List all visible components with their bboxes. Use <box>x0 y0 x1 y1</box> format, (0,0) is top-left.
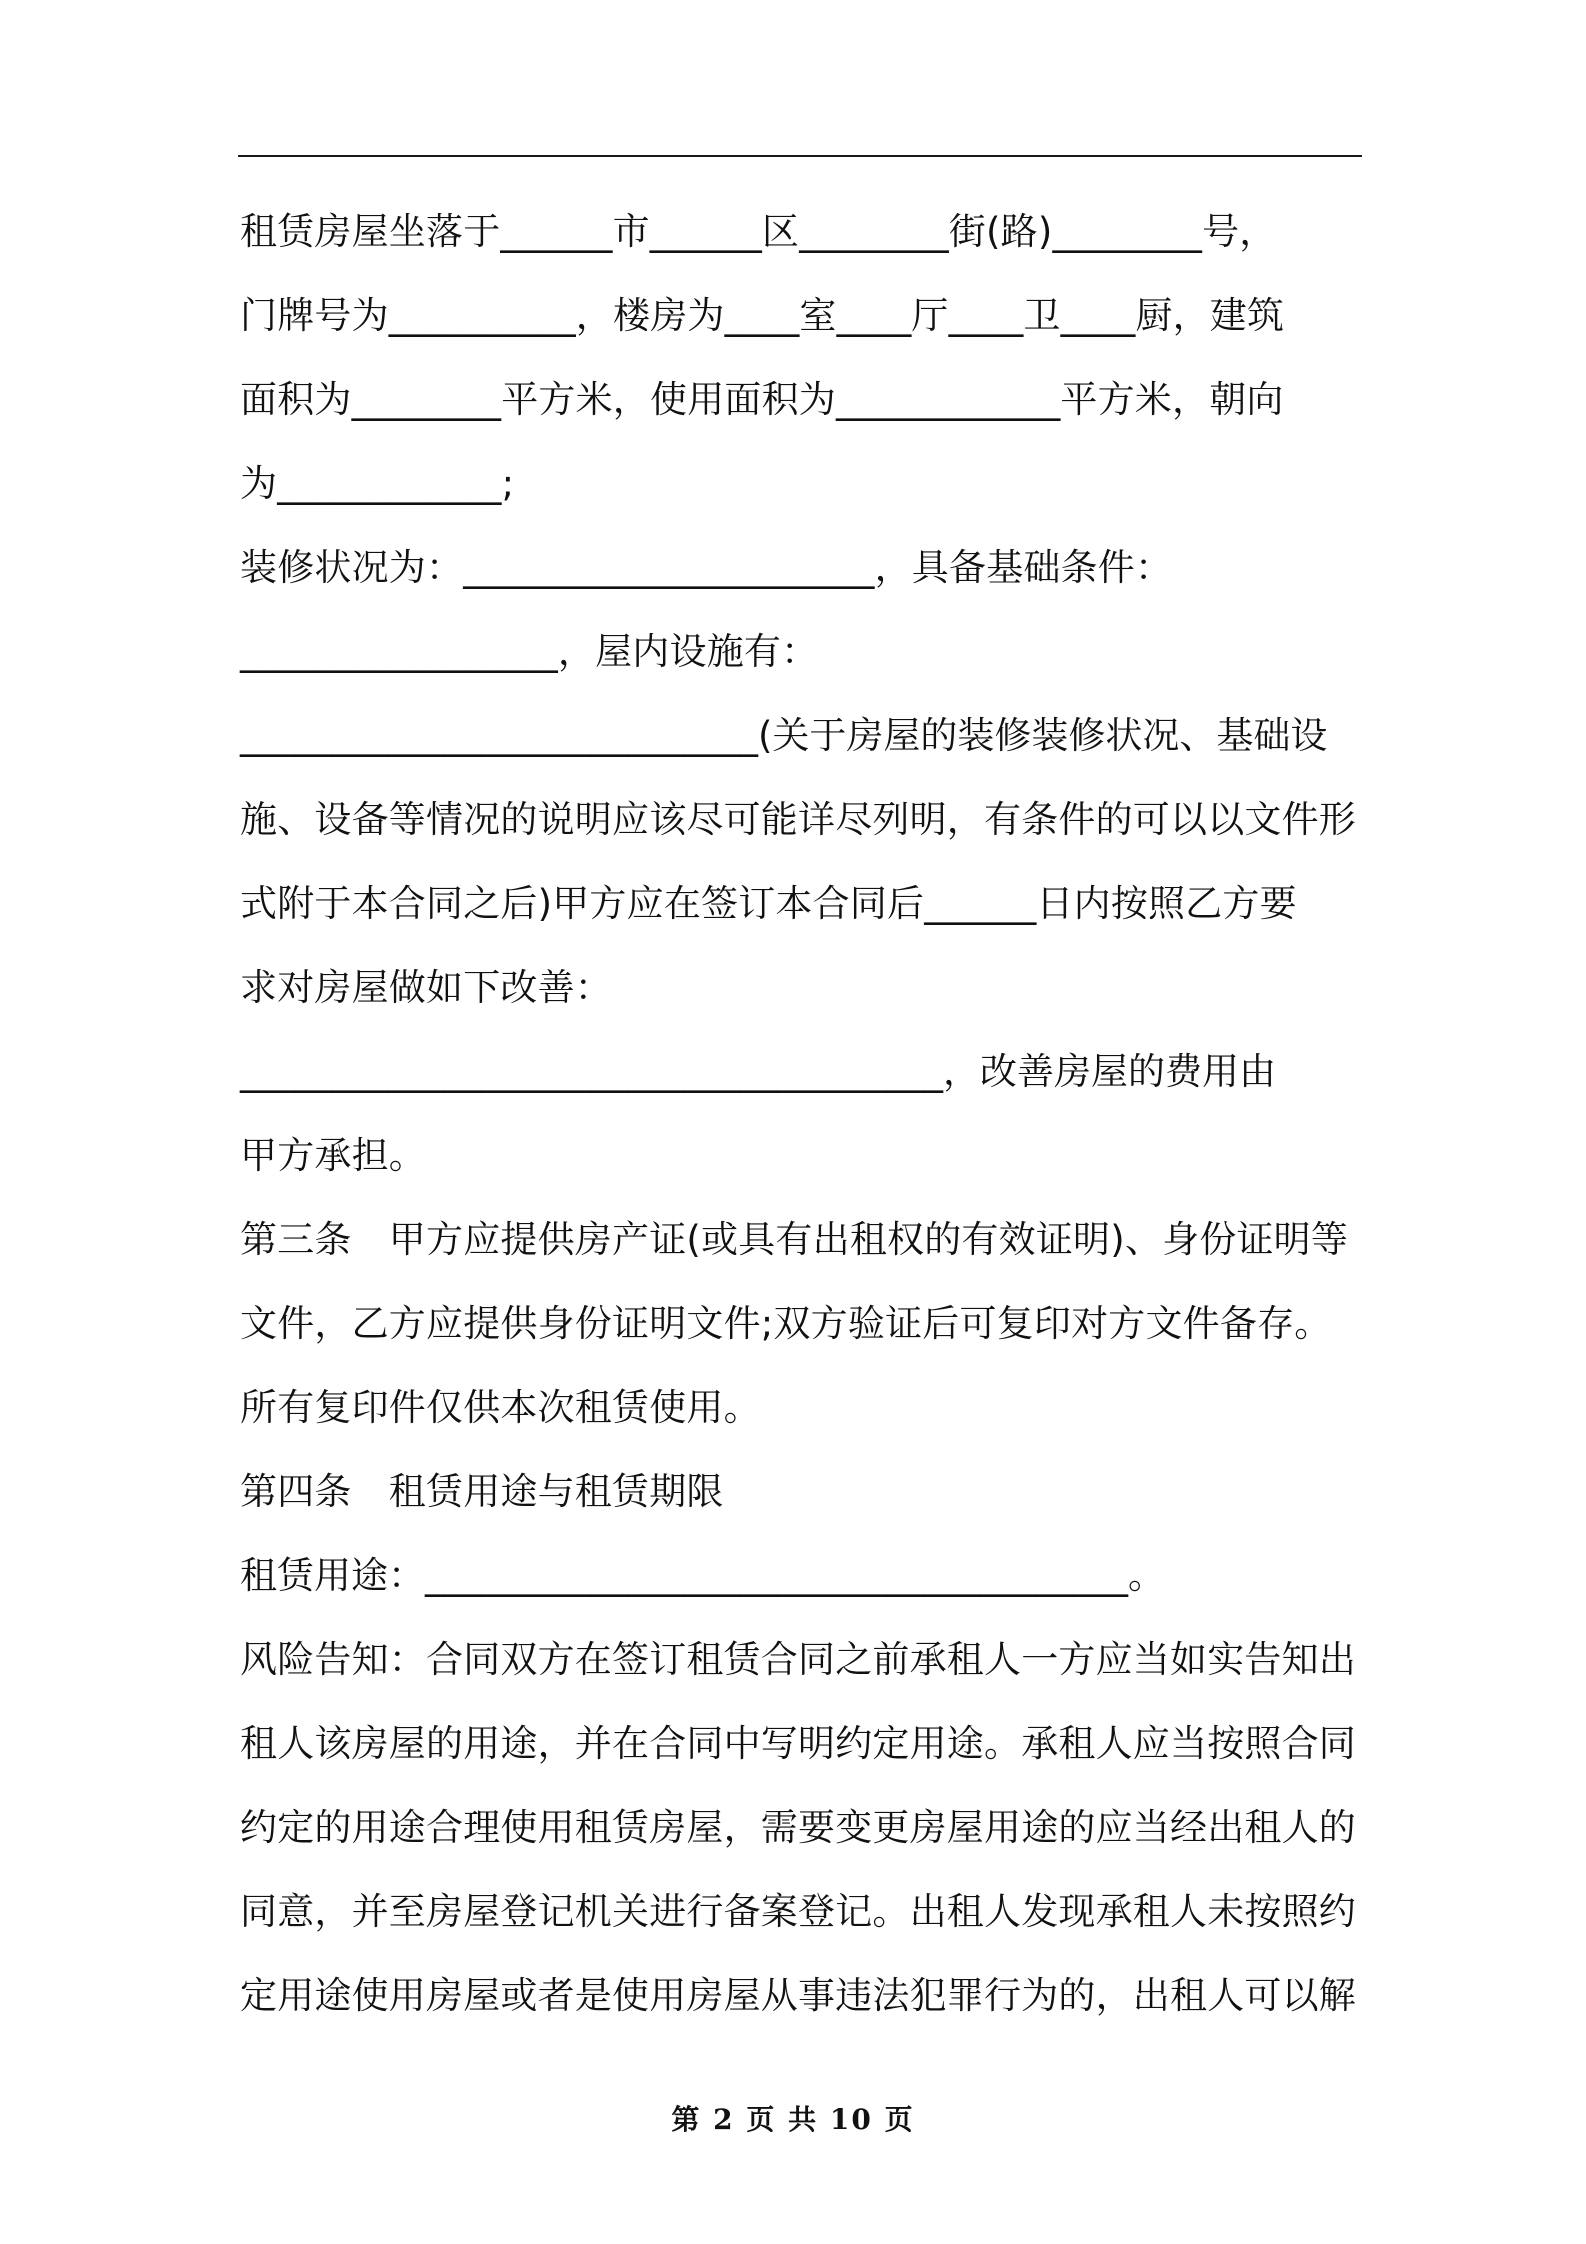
text-line: _________________，屋内设施有： <box>240 630 819 673</box>
text-line: 租人该房屋的用途，并在合同中写明约定用途。承租人应当按照合同 <box>240 1722 1356 1765</box>
header-rule <box>238 155 1362 157</box>
page-number-footer: 第 2 页 共 10 页 <box>671 2103 915 2136</box>
text-line: 式附于本合同之后)甲方应在签订本合同后______日内按照乙方要 <box>240 882 1297 925</box>
text-line: 面积为________平方米，使用面积为____________平方米，朝向 <box>240 378 1284 421</box>
text-line: 门牌号为__________，楼房为____室____厅____卫____厨，建筑 <box>240 294 1285 337</box>
text-line: 租赁用途：______________________________________。 <box>240 1554 1165 1597</box>
text-line: 为____________; <box>240 462 515 505</box>
text-line: 求对房屋做如下改善： <box>240 966 612 1009</box>
text-line: ______________________________________，改善房屋的费用由 <box>240 1050 1276 1093</box>
text-line: 文件，乙方应提供身份证明文件;双方验证后可复印对方文件备存。 <box>240 1302 1332 1345</box>
text-line: 定用途使用房屋或者是使用房屋从事违法犯罪行为的，出租人可以解 <box>240 1974 1356 2017</box>
risk-notice-line: 风险告知：合同双方在签订租赁合同之前承租人一方应当如实告知出 <box>240 1638 1356 1681</box>
text-line: 约定的用途合理使用租赁房屋，需要变更房屋用途的应当经出租人的 <box>240 1806 1356 1849</box>
article-three-line: 第三条 甲方应提供房产证(或具有出租权的有效证明)、身份证明等 <box>240 1218 1349 1261</box>
text-line: 装修状况为：______________________，具备基础条件： <box>240 546 1173 589</box>
text-line: 租赁房屋坐落于______市______区________街(路)________号， <box>240 210 1277 253</box>
text-line: 同意，并至房屋登记机关进行备案登记。出租人发现承租人未按照约 <box>240 1890 1356 1933</box>
article-four-heading: 第四条 租赁用途与租赁期限 <box>240 1470 724 1513</box>
text-line: 所有复印件仅供本次租赁使用。 <box>240 1386 761 1429</box>
text-line: ____________________________(关于房屋的装修装修状况、基础设 <box>240 714 1328 757</box>
contract-body <box>240 190 1364 2038</box>
text-line: 施、设备等情况的说明应该尽可能详尽列明，有条件的可以以文件形 <box>240 798 1356 841</box>
text-line: 甲方承担。 <box>240 1134 426 1177</box>
